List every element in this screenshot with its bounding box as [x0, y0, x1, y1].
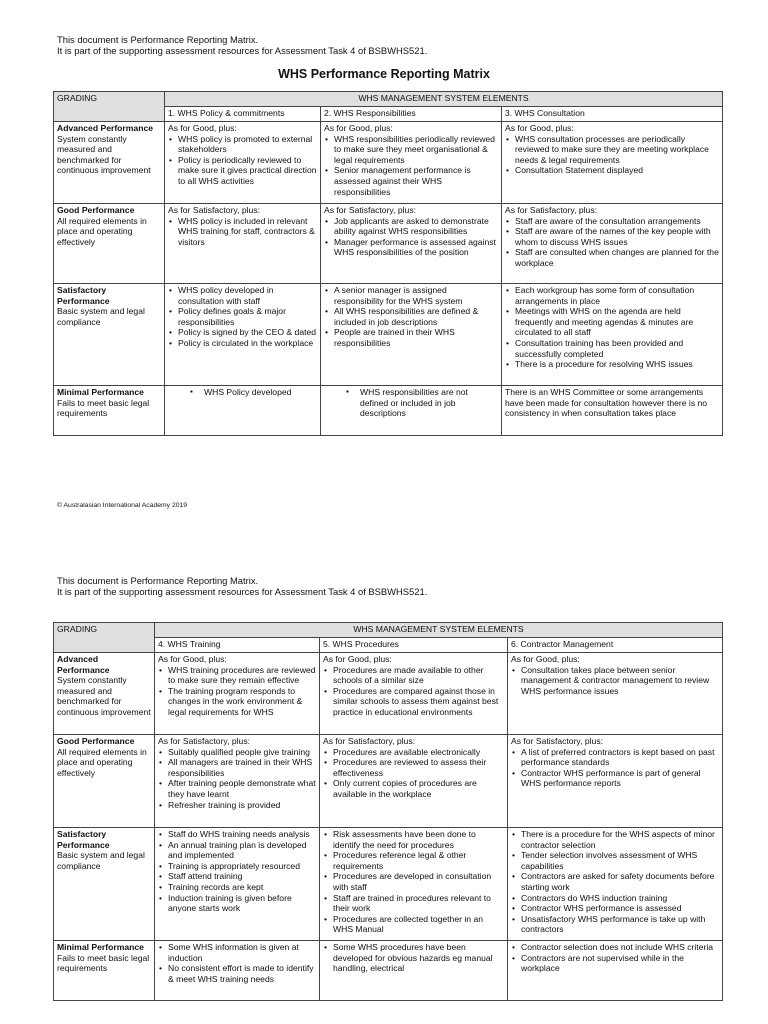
- grade-name: Satisfactory Performance: [57, 285, 110, 306]
- criteria-item: • People are trained in their WHS responsibilities: [334, 327, 498, 348]
- grade-description: System constantly measured and benchmarked for continuous improvement: [57, 133, 151, 176]
- criteria-cell: [508, 828, 723, 941]
- grade-cell: [54, 386, 165, 436]
- elements-header: WHS MANAGEMENT SYSTEM ELEMENTS: [155, 623, 723, 638]
- criteria-item: • Procedures are available electronically: [333, 747, 504, 758]
- grade-description: Basic system and legal compliance: [57, 850, 145, 871]
- criteria-list: [324, 387, 498, 419]
- criteria-item: • Policy is periodically reviewed to make sure it gives practical direction to all WHS activities: [178, 155, 317, 187]
- criteria-item: • WHS responsibilities periodically reviewed to make sure they meet organisational & legal requirements: [334, 134, 498, 166]
- criteria-cell: [502, 386, 723, 436]
- criteria-item: • Staff are consulted when changes are planned for the workplace: [515, 247, 719, 268]
- criteria-list: [505, 285, 719, 370]
- intro-line-2: It is part of the supporting assessment resources for Assessment Task 4 of BSBWHS521.: [57, 586, 428, 597]
- criteria-cell: [320, 941, 508, 1001]
- criteria-lead: As for Good, plus:: [158, 654, 227, 664]
- criteria-item: • Training is appropriately resourced: [168, 861, 316, 872]
- grade-cell: [54, 941, 155, 1001]
- criteria-item: ▪ WHS Policy developed: [204, 387, 317, 398]
- criteria-item: • WHS policy developed in consultation with staff: [178, 285, 317, 306]
- criteria-item: • The training program responds to changes in the work environment & legal requirements for WHS: [168, 686, 316, 718]
- criteria-lead: As for Good, plus:: [168, 123, 237, 133]
- criteria-cell: [321, 204, 502, 284]
- criteria-cell: [502, 204, 723, 284]
- criteria-cell: [508, 941, 723, 1001]
- criteria-item: • There is a procedure for the WHS aspects of minor contractor selection: [521, 829, 719, 850]
- criteria-item: • Contractors do WHS induction training: [521, 893, 719, 904]
- criteria-cell: [321, 284, 502, 386]
- criteria-lead: As for Satisfactory, plus:: [505, 205, 598, 215]
- grade-description: System constantly measured and benchmarked for continuous improvement: [57, 675, 151, 717]
- criteria-list: [323, 942, 504, 974]
- criteria-list: [323, 747, 504, 800]
- criteria-item: • Contractor WHS performance is assessed: [521, 903, 719, 914]
- criteria-list: [324, 134, 498, 198]
- criteria-list: [158, 829, 316, 914]
- grade-name: Minimal Performance: [57, 387, 144, 397]
- criteria-item: • Staff are aware of the names of the key people with whom to discuss WHS issues: [515, 226, 719, 247]
- criteria-item: • WHS consultation processes are periodically reviewed to make sure they are meeting workplace needs & legal requirements: [515, 134, 719, 166]
- criteria-item: • Procedures are developed in consultation with staff: [333, 871, 504, 892]
- criteria-cell: [165, 386, 321, 436]
- criteria-item: • Only current copies of procedures are available in the workplace: [333, 778, 504, 799]
- grade-cell: [54, 653, 155, 735]
- criteria-lead: As for Satisfactory, plus:: [323, 736, 416, 746]
- criteria-item: • Policy defines goals & major responsibilities: [178, 306, 317, 327]
- intro-line-1: This document is Performance Reporting Matrix.: [57, 575, 259, 586]
- criteria-cell: [508, 653, 723, 735]
- criteria-item: • Policy is circulated in the workplace: [178, 338, 317, 349]
- criteria-item: • An annual training plan is developed and implemented: [168, 840, 316, 861]
- criteria-item: • Senior management performance is assessed against their WHS responsibilities: [334, 165, 498, 197]
- criteria-list: [505, 216, 719, 269]
- performance-matrix-table-2: [53, 622, 723, 1001]
- criteria-item: • After training people demonstrate what they have learnt: [168, 778, 316, 799]
- criteria-list: [511, 942, 719, 974]
- criteria-item: • Each workgroup has some form of consultation arrangements in place: [515, 285, 719, 306]
- criteria-item: • Procedures are made available to other schools of a similar size: [333, 665, 504, 686]
- criteria-list: [168, 134, 317, 187]
- document-title: WHS Performance Reporting Matrix: [278, 67, 490, 81]
- criteria-item: • Manager performance is assessed against WHS responsibilities of the position: [334, 237, 498, 258]
- grade-description: Fails to meet basic legal requirements: [57, 397, 150, 419]
- criteria-item: • A list of preferred contractors is kept based on past performance standards: [521, 747, 719, 768]
- criteria-lead: As for Satisfactory, plus:: [511, 736, 604, 746]
- grade-name: Good Performance: [57, 205, 135, 215]
- criteria-list: [324, 216, 498, 258]
- criteria-item: • Job applicants are asked to demonstrate ability against WHS responsibilities: [334, 216, 498, 237]
- grading-header: GRADING: [54, 92, 165, 122]
- criteria-list: [168, 216, 317, 248]
- criteria-item: • Procedures are reviewed to assess their effectiveness: [333, 757, 504, 778]
- criteria-lead: As for Satisfactory, plus:: [324, 205, 417, 215]
- grade-description: All required elements in place and operating effectively: [57, 746, 147, 778]
- criteria-item: • Refresher training is provided: [168, 800, 316, 811]
- criteria-list: [168, 285, 317, 349]
- intro-line-2: It is part of the supporting assessment resources for Assessment Task 4 of BSBWHS521.: [57, 45, 428, 56]
- criteria-lead: As for Good, plus:: [324, 123, 393, 133]
- criteria-item: • No consistent effort is made to identify & meet WHS training needs: [168, 963, 316, 984]
- grade-name: Advanced Performance: [57, 123, 153, 133]
- criteria-cell: [320, 828, 508, 941]
- criteria-item: • Procedures are compared against those in similar schools to assess them against best practice in educational environments: [333, 686, 504, 718]
- criteria-cell: [165, 122, 321, 204]
- intro-line-1: This document is Performance Reporting Matrix.: [57, 34, 259, 45]
- criteria-item: • Contractors are asked for safety documents before starting work: [521, 871, 719, 892]
- column-header: 4. WHS Training: [155, 638, 320, 653]
- intro-text: [57, 575, 427, 597]
- criteria-lead: There is an WHS Committee or some arrangements have been made for consultation however there is no consistency in when consultation takes place: [505, 387, 708, 419]
- criteria-lead: As for Satisfactory, plus:: [158, 736, 251, 746]
- criteria-cell: [321, 386, 502, 436]
- criteria-item: • There is a procedure for resolving WHS issues: [515, 359, 719, 370]
- criteria-list: [511, 665, 719, 697]
- criteria-list: [168, 387, 317, 398]
- criteria-cell: [155, 828, 320, 941]
- criteria-lead: As for Good, plus:: [323, 654, 392, 664]
- column-header: 6. Contractor Management: [508, 638, 723, 653]
- criteria-cell: [155, 941, 320, 1001]
- criteria-item: • Unsatisfactory WHS performance is take up with contractors: [521, 914, 719, 935]
- criteria-item: • Contractors are not supervised while in the workplace: [521, 953, 719, 974]
- criteria-cell: [321, 122, 502, 204]
- criteria-item: • Staff are aware of the consultation arrangements: [515, 216, 719, 227]
- criteria-list: [158, 942, 316, 984]
- performance-matrix-table-1: [53, 91, 723, 436]
- grade-cell: [54, 122, 165, 204]
- criteria-cell: [320, 653, 508, 735]
- criteria-list: [324, 285, 498, 349]
- criteria-item: • All managers are trained in their WHS responsibilities: [168, 757, 316, 778]
- criteria-item: • All WHS responsibilities are defined & included in job descriptions: [334, 306, 498, 327]
- criteria-list: [511, 747, 719, 789]
- criteria-item: • Consultation training has been provided and successfully completed: [515, 338, 719, 359]
- criteria-list: [511, 829, 719, 935]
- elements-header: WHS MANAGEMENT SYSTEM ELEMENTS: [165, 92, 723, 107]
- column-header: 1. WHS Policy & commitments: [165, 107, 321, 122]
- criteria-item: • Contractor WHS performance is part of general WHS performance reports: [521, 768, 719, 789]
- criteria-cell: [155, 735, 320, 828]
- column-header: 3. WHS Consultation: [502, 107, 723, 122]
- criteria-item: • WHS policy is included in relevant WHS training for staff, contractors & visitors: [178, 216, 317, 248]
- criteria-item: • Consultation takes place between senior management & contractor management to review WHS performance issues: [521, 665, 719, 697]
- criteria-lead: As for Good, plus:: [511, 654, 580, 664]
- column-header: 5. WHS Procedures: [320, 638, 508, 653]
- column-header: 2. WHS Responsibilities: [321, 107, 502, 122]
- criteria-item: • Training records are kept: [168, 882, 316, 893]
- grade-cell: [54, 284, 165, 386]
- criteria-item: • Risk assessments have been done to identify the need for procedures: [333, 829, 504, 850]
- criteria-item: • Consultation Statement displayed: [515, 165, 719, 176]
- criteria-list: [323, 665, 504, 718]
- criteria-item: • Staff attend training: [168, 871, 316, 882]
- criteria-item: • Procedures are collected together in an WHS Manual: [333, 914, 504, 935]
- grade-description: Basic system and legal compliance: [57, 306, 145, 327]
- criteria-item: • Meetings with WHS on the agenda are held frequently and meeting agendas & minutes are circulated to all staff: [515, 306, 719, 338]
- criteria-cell: [320, 735, 508, 828]
- criteria-item: • Tender selection involves assessment of WHS capabilities: [521, 850, 719, 871]
- grade-description: Fails to meet basic legal requirements: [57, 952, 150, 974]
- grade-cell: [54, 735, 155, 828]
- criteria-item: • Induction training is given before anyone starts work: [168, 893, 316, 914]
- criteria-item: • Contractor selection does not include WHS criteria: [521, 942, 719, 953]
- grade-cell: [54, 828, 155, 941]
- criteria-cell: [165, 204, 321, 284]
- criteria-item: • Staff do WHS training needs analysis: [168, 829, 316, 840]
- criteria-cell: [155, 653, 320, 735]
- grade-description: All required elements in place and operating effectively: [57, 215, 147, 247]
- criteria-list: [505, 134, 719, 176]
- criteria-lead: As for Satisfactory, plus:: [168, 205, 261, 215]
- criteria-item: • Procedures reference legal & other requirements: [333, 850, 504, 871]
- criteria-list: [323, 829, 504, 935]
- criteria-lead: As for Good, plus:: [505, 123, 574, 133]
- criteria-cell: [502, 284, 723, 386]
- grading-header: GRADING: [54, 623, 155, 653]
- criteria-item: • Policy is signed by the CEO & dated: [178, 327, 317, 338]
- criteria-item: • WHS training procedures are reviewed to make sure they remain effective: [168, 665, 316, 686]
- criteria-item: ▪ WHS responsibilities are not defined or included in job descriptions: [360, 387, 498, 419]
- criteria-item: • Some WHS information is given at induction: [168, 942, 316, 963]
- intro-text: [57, 34, 427, 56]
- criteria-cell: [502, 122, 723, 204]
- criteria-cell: [508, 735, 723, 828]
- grade-cell: [54, 204, 165, 284]
- criteria-item: • WHS policy is promoted to external stakeholders: [178, 134, 317, 155]
- criteria-list: [158, 747, 316, 811]
- criteria-item: • A senior manager is assigned responsibility for the WHS system: [334, 285, 498, 306]
- grade-name: Satisfactory Performance: [57, 829, 110, 850]
- criteria-list: [158, 665, 316, 718]
- criteria-cell: [165, 284, 321, 386]
- criteria-item: • Some WHS procedures have been developed for obvious hazards eg manual handling, electrical: [333, 942, 504, 974]
- copyright-notice: © Australasian International Academy 2019: [57, 502, 188, 509]
- grade-name: Advanced Performance: [57, 654, 110, 675]
- grade-name: Minimal Performance: [57, 942, 144, 952]
- criteria-item: • Suitably qualified people give training: [168, 747, 316, 758]
- grade-name: Good Performance: [57, 736, 135, 746]
- criteria-item: • Staff are trained in procedures relevant to their work: [333, 893, 504, 914]
